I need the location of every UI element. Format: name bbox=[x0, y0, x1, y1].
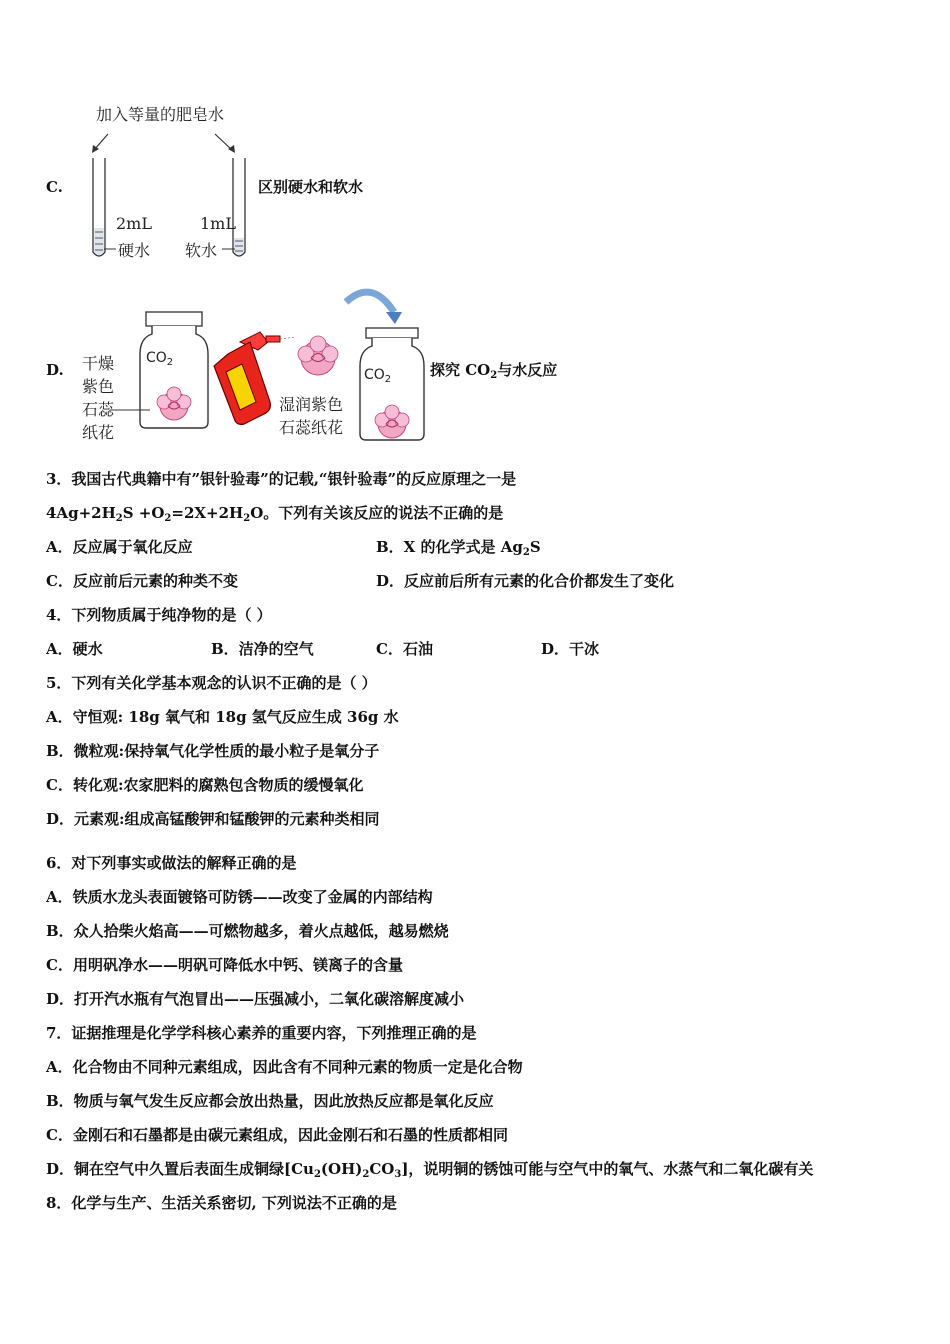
q4-option-b: B．洁净的空气 bbox=[211, 640, 314, 658]
wet-label-2: 石蕊纸花 bbox=[279, 418, 344, 437]
q3-option-a: A．反应属于氧化反应 bbox=[46, 538, 193, 556]
q3-stem-2: $4Ag+2H_2S +O_2=2X+2H_2O$。下列有关该反应的说法不正确的是 bbox=[46, 504, 504, 524]
q5-option-a: A．守恒观: 18g 氧气和 18g 氢气反应生成 36g 水 bbox=[46, 708, 399, 726]
right-volume-label: 1mL bbox=[200, 214, 236, 233]
q5-option-b: B．微粒观:保持氧气化学性质的最小粒子是氧分子 bbox=[46, 742, 380, 760]
q6-option-a: A．铁质水龙头表面镀铬可防锈——改变了金属的内部结构 bbox=[46, 888, 433, 906]
q4-option-a: A．硬水 bbox=[46, 640, 103, 658]
transfer-arrow-icon bbox=[346, 292, 402, 324]
q5-option-d: D．元素观:组成高锰酸钾和锰酸钾的元素种类相同 bbox=[46, 810, 380, 828]
q5-option-c: C．转化观:农家肥料的腐熟包含物质的缓慢氧化 bbox=[46, 776, 364, 794]
dry-label-1: 干燥 bbox=[82, 354, 115, 373]
q7-stem: 7．证据推理是化学学科核心素养的重要内容，下列推理正确的是 bbox=[46, 1024, 477, 1042]
soft-water-label: 软水 bbox=[185, 241, 218, 260]
option-c-letter: C. bbox=[46, 178, 63, 196]
q3-option-c: C．反应前后元素的种类不变 bbox=[46, 572, 238, 590]
q3-stem-1: 3．我国古代典籍中有”银针验毒”的记载,“银针验毒”的反应原理之一是 bbox=[46, 470, 517, 488]
option-d-letter: D. bbox=[46, 361, 64, 379]
q4-option-d: D．干冰 bbox=[541, 640, 600, 658]
wet-label-1: 湿润紫色 bbox=[279, 395, 344, 414]
q3-option-b: B．X 的化学式是 $Ag_2S$ bbox=[376, 538, 541, 558]
q4-option-c: C．石油 bbox=[376, 640, 433, 658]
q5-stem: 5．下列有关化学基本观念的认识不正确的是（ ） bbox=[46, 674, 377, 692]
wet-flower-icon bbox=[298, 336, 338, 375]
q4-stem: 4．下列物质属于纯净物的是（ ） bbox=[46, 606, 272, 624]
left-volume-label: 2mL bbox=[116, 214, 152, 233]
dry-label-2: 紫色 bbox=[82, 377, 115, 396]
left-jar-gas: $CO_2$ bbox=[146, 350, 174, 368]
q3-option-d: D．反应前后所有元素的化合价都发生了变化 bbox=[376, 572, 675, 590]
right-jar-gas: $CO_2$ bbox=[364, 367, 392, 385]
q7-option-a: A．化合物由不同种元素组成，因此含有不同种元素的物质一定是化合物 bbox=[46, 1058, 523, 1076]
option-d-purpose: 探究 $CO_2$与水反应 bbox=[430, 361, 558, 381]
test-tube-diagram bbox=[80, 128, 260, 268]
q7-option-d: D．铜在空气中久置后表面生成铜绿$[Cu_2(OH)_2CO_3]$，说明铜的锈蚀可能与空气中的氧气、水蒸气和二氧化碳有关 bbox=[46, 1160, 814, 1180]
option-c-purpose: 区别硬水和软水 bbox=[258, 178, 364, 196]
q7-option-c: C．金刚石和石墨都是由碳元素组成，因此金刚石和石墨的性质都相同 bbox=[46, 1126, 508, 1144]
q6-option-b: B．众人拾柴火焰高——可燃物越多，着火点越低，越易燃烧 bbox=[46, 922, 449, 940]
q7-option-b: B．物质与氧气发生反应都会放出热量，因此放热反应都是氧化反应 bbox=[46, 1092, 494, 1110]
q6-option-d: D．打开汽水瓶有气泡冒出——压强减小，二氧化碳溶解度减小 bbox=[46, 990, 465, 1008]
hard-water-label: 硬水 bbox=[118, 241, 151, 260]
q8-stem: 8．化学与生产、生活关系密切, 下列说法不正确的是 bbox=[46, 1194, 397, 1212]
dry-label-4: 纸花 bbox=[82, 423, 115, 442]
dry-label-3: 石蕊 bbox=[82, 400, 115, 419]
q6-option-c: C．用明矾净水——明矾可降低水中钙、镁离子的含量 bbox=[46, 956, 403, 974]
q6-stem: 6．对下列事实或做法的解释正确的是 bbox=[46, 854, 297, 872]
soap-water-label: 加入等量的肥皂水 bbox=[96, 105, 225, 124]
